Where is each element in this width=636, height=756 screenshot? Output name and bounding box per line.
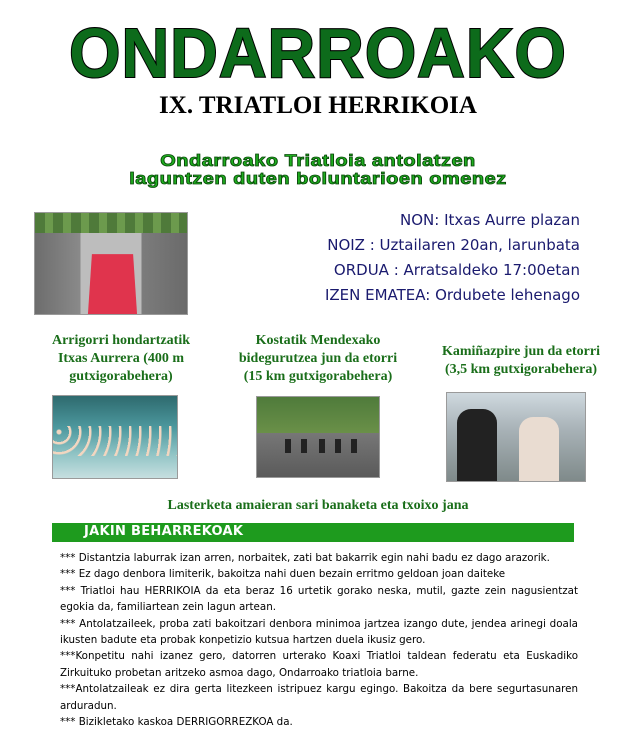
page-title: ONDARROAKO [69, 14, 567, 92]
info-date: NOIZ : Uztailaren 20an, larunbata [327, 236, 580, 254]
swim-leg-line: Arrigorri hondartzatik [51, 333, 191, 348]
dedication-line-1: Ondarroako Triatloia antolatzen [160, 151, 476, 171]
running-photo [446, 392, 586, 482]
swim-leg-line: gutxigorabehera) [69, 369, 173, 384]
finish-note: Lasterketa amaieran sari banaketa eta txoixo jana [167, 498, 469, 513]
event-subtitle: IX. TRIATLOI HERRIKOIA [159, 92, 477, 119]
rule-item: *** Bizikletako kaskoa DERRIGORREZKOA da. [60, 716, 293, 729]
rule-item: *** Antolatzaileek, proba zati bakoitzari denbora minimoa jartzea izango dute, jendea arinegi doala ikusten badute eta probak konpetizio kutsua hartzen duela ikusiz gero. [60, 617, 578, 647]
info-header-title: JAKIN BEHARREKOAK [84, 524, 244, 539]
bike-leg-line: Kostatik Mendexako [255, 333, 381, 348]
bike-park-photo [34, 212, 188, 315]
swim-leg-caption [36, 332, 206, 386]
bike-leg-line: bidegurutzea jun da etorri [238, 351, 398, 366]
bike-leg-caption [228, 332, 408, 386]
run-leg-line: (3,5 km gutxigorabehera) [444, 362, 598, 377]
info-time: ORDUA : Arratsaldeko 17:00etan [333, 261, 580, 279]
bike-leg-line: (15 km gutxigorabehera) [243, 369, 393, 384]
run-leg-line: Kamiñazpire jun da etorri [441, 344, 600, 359]
swim-photo [52, 395, 178, 479]
rule-item: ***Antolatzaileak ez dira gerta litezkeen istripuez kargu egingo. Bakoitza da bere segurtasunaren arduradun. [60, 683, 578, 712]
swim-leg-line: Itxas Aurrera (400 m [57, 351, 185, 366]
dedication-line-2: laguntzen duten boluntarioen omenez [129, 169, 507, 189]
cycling-photo [256, 396, 380, 478]
rule-item: *** Distantzia laburrak izan arren, norbaitek, zati bat bakarrik egin nahi badu ez dago arazorik. [60, 552, 550, 564]
rule-item: *** Ez dago denbora limiterik, bakoitza nahi duen bezain erritmo geldoan joan daiteke [60, 568, 506, 581]
rules-list [60, 550, 578, 730]
info-registration: IZEN EMATEA: Ordubete lehenago [324, 286, 580, 304]
rule-item: *** Triatloi hau HERRIKOIA da eta beraz 16 urtetik gorako neska, mutil, gazte zein nagusientzat egokia da, familiartean zein lagun artean. [60, 584, 578, 614]
rule-item: ***Konpetitu nahi izanez gero, datorren urterako Koaxi Triatloi taldean federatu eta Euskadiko Zirkuituko probetan aritzeko asmoa dago, Ondarroako triatloia barne. [60, 650, 578, 679]
info-location: NON: Itxas Aurre plazan [400, 211, 580, 229]
run-leg-caption [436, 343, 606, 379]
